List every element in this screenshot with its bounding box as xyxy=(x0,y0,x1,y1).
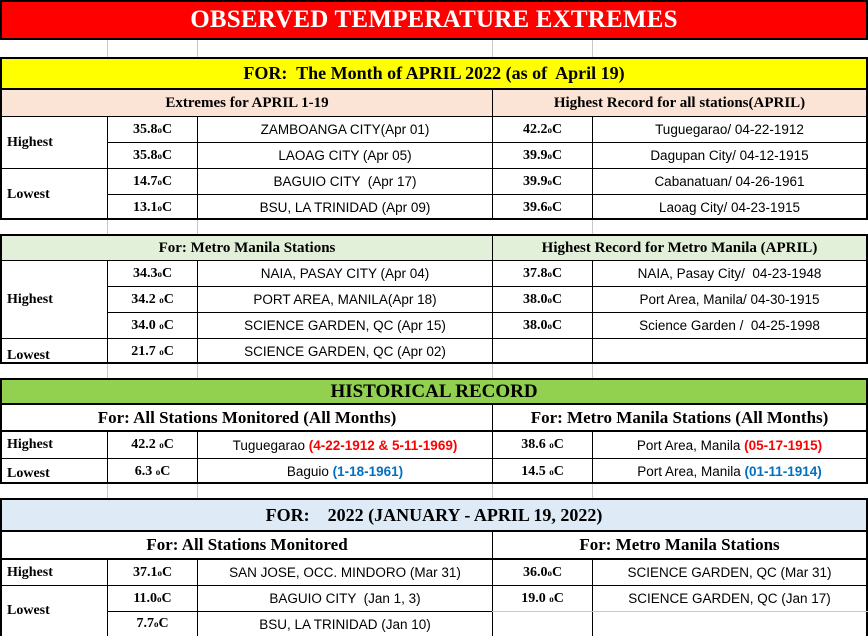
record-dates: (4-22-1912 & 5-11-1969) xyxy=(308,437,458,453)
unit-c: C xyxy=(551,317,563,333)
april-record-2-value: 39.9 o C xyxy=(522,147,563,163)
metro-row-4-value: 21.7 o C xyxy=(131,343,174,359)
unit-c: C xyxy=(161,173,173,189)
unit-c: C xyxy=(551,173,563,189)
unit-c: C xyxy=(161,147,173,163)
year2022-mm-1-station: SCIENCE GARDEN, QC (Mar 31) xyxy=(627,565,832,580)
april-record-3-value: 39.9 o C xyxy=(522,173,563,189)
april-highest-label: Highest xyxy=(7,134,53,150)
temp-number: 14.7 xyxy=(132,173,158,189)
year2022-right-header: For: Metro Manila Stations xyxy=(579,535,780,554)
year2022-row-1-station: SAN JOSE, OCC. MINDORO (Mar 31) xyxy=(229,565,461,580)
temp-number: 35.8 xyxy=(132,121,158,137)
temp-number: 11.0 xyxy=(133,590,158,606)
year2022-row-2-value: 11.0 o C xyxy=(133,590,172,606)
unit-c: C xyxy=(163,291,174,307)
metro-row-2-value: 34.2 o C xyxy=(131,291,174,307)
temp-number: 21.7 xyxy=(131,343,160,359)
metro-row-2-station: PORT AREA, MANILA(Apr 18) xyxy=(253,292,437,307)
april-lowest-label: Lowest xyxy=(7,186,50,202)
april-row-4-station: BSU, LA TRINIDAD (Apr 09) xyxy=(259,200,431,215)
unit-c: C xyxy=(551,564,563,580)
station-name: Tuguegarao xyxy=(232,437,309,453)
year2022-row-1-value: 37.1 o C xyxy=(132,564,173,580)
temp-number: 42.2 xyxy=(522,121,548,137)
year2022-row-2-station: BAGUIO CITY (Jan 1, 3) xyxy=(269,591,421,606)
metro-record-3-value: 38.0 o C xyxy=(522,317,563,333)
metro-record-1-station: NAIA, Pasay City/ 04-23-1948 xyxy=(637,266,822,281)
temp-number: 19.0 xyxy=(521,590,550,606)
year2022-lowest-label: Lowest xyxy=(7,603,50,618)
temp-number: 34.3 xyxy=(132,265,158,281)
historical-mm-high-value: 38.6 o C xyxy=(521,437,564,452)
record-date: (01-11-1914) xyxy=(744,464,822,479)
historical-right-header: For: Metro Manila Stations (All Months) xyxy=(530,407,829,427)
unit-c: C xyxy=(161,564,173,580)
metro-left-header: For: Metro Manila Stations xyxy=(158,239,336,256)
page-title: OBSERVED TEMPERATURE EXTREMES xyxy=(190,6,678,33)
historical-mm-low-station xyxy=(593,459,866,484)
year2022-left-header: For: All Stations Monitored xyxy=(146,535,348,554)
temp-number: 14.5 xyxy=(521,463,550,479)
metro-row-1-station: NAIA, PASAY CITY (Apr 04) xyxy=(260,266,430,281)
year2022-mm-2-value: 19.0 o C xyxy=(521,590,564,606)
unit-c: C xyxy=(161,121,173,137)
temp-number: 13.1 xyxy=(132,199,158,215)
historical-highest-label: Highest xyxy=(7,437,53,452)
historical-left-header: For: All Stations Monitored (All Months) xyxy=(97,407,397,427)
unit-c: C xyxy=(551,291,563,307)
historical-mm-high-station xyxy=(593,432,866,458)
unit-c: C xyxy=(551,199,563,215)
unit-c: C xyxy=(551,265,563,281)
metro-row-4-station: SCIENCE GARDEN, QC (Apr 02) xyxy=(244,344,446,359)
metro-highest-label: Highest xyxy=(7,291,53,307)
metro-lowest-label: Lowest xyxy=(7,347,50,363)
year2022-mm-2-station: SCIENCE GARDEN, QC (Jan 17) xyxy=(628,591,831,606)
temp-number: 37.8 xyxy=(522,265,548,281)
unit-c: C xyxy=(553,437,564,452)
month-banner xyxy=(0,57,868,90)
april-record-2-station: Dagupan City/ 04-12-1915 xyxy=(650,148,809,163)
historical-banner-text: HISTORICAL RECORD xyxy=(330,380,538,402)
station-name: Baguio xyxy=(286,464,333,479)
temp-number: 7.7 xyxy=(136,616,154,631)
april-row-3-station: BAGUIO CITY (Apr 17) xyxy=(273,174,417,189)
title-banner xyxy=(0,0,868,40)
historical-high-station xyxy=(198,432,492,458)
unit-c: C xyxy=(161,265,173,281)
temp-number: 38.0 xyxy=(522,317,548,333)
year2022-banner xyxy=(0,498,868,532)
temp-number: 39.9 xyxy=(522,147,548,163)
temp-number: 39.6 xyxy=(522,199,548,215)
year2022-row-3-value: 7.7 o C xyxy=(136,616,169,631)
year2022-mm-1-value: 36.0 o C xyxy=(522,564,563,580)
unit-c: C xyxy=(161,199,173,215)
april-left-header: Extremes for APRIL 1-19 xyxy=(165,94,329,111)
april-record-1-value: 42.2 o C xyxy=(522,121,563,137)
metro-record-3-station: Science Garden / 04-25-1998 xyxy=(639,318,820,333)
unit-c: C xyxy=(553,590,564,606)
temp-number: 38.6 xyxy=(521,437,550,452)
unit-c: C xyxy=(163,343,174,359)
april-row-4-value: 13.1 o C xyxy=(132,199,173,215)
unit-c: C xyxy=(163,437,174,452)
unit-c: C xyxy=(553,463,564,479)
metro-record-2-value: 38.0 o C xyxy=(522,291,563,307)
historical-low-station xyxy=(198,459,492,484)
unit-c: C xyxy=(163,317,174,333)
unit-c: C xyxy=(551,147,563,163)
historical-mm-low-value: 14.5 o C xyxy=(521,463,564,479)
april-row-1-station: ZAMBOANGA CITY(Apr 01) xyxy=(260,122,430,137)
metro-row-1-value: 34.3 o C xyxy=(132,265,173,281)
april-row-1-value: 35.8 o C xyxy=(132,121,173,137)
april-row-2-station: LAOAG CITY (Apr 05) xyxy=(278,148,412,163)
unit-c: C xyxy=(158,616,169,631)
month-banner-text: FOR: The Month of APRIL 2022 (as of April 19) xyxy=(243,63,625,83)
temp-number: 38.0 xyxy=(522,291,548,307)
unit-c: C xyxy=(551,121,563,137)
metro-row-3-station: SCIENCE GARDEN, QC (Apr 15) xyxy=(244,318,446,333)
temp-number: 35.8 xyxy=(132,147,158,163)
april-record-1-station: Tuguegarao/ 04-22-1912 xyxy=(655,122,804,137)
year2022-banner-text: FOR: 2022 (JANUARY - APRIL 19, 2022) xyxy=(265,504,603,525)
april-row-2-value: 35.8 o C xyxy=(132,147,173,163)
april-record-4-station: Laoag City/ 04-23-1915 xyxy=(658,200,801,215)
temp-number: 36.0 xyxy=(522,564,548,580)
record-date: (1-18-1961) xyxy=(332,464,404,479)
historical-banner xyxy=(0,378,868,405)
april-record-4-value: 39.6 o C xyxy=(522,199,563,215)
year2022-highest-label: Highest xyxy=(7,564,53,580)
unit-c: C xyxy=(160,463,171,479)
metro-right-header: Highest Record for Metro Manila (APRIL) xyxy=(541,239,818,256)
april-row-3-value: 14.7 o C xyxy=(132,173,173,189)
temp-number: 34.0 xyxy=(131,317,160,333)
unit-c: C xyxy=(161,590,172,606)
metro-record-2-station: Port Area, Manila/ 04-30-1915 xyxy=(639,292,820,307)
historical-high-value: 42.2 o C xyxy=(131,437,174,452)
temp-number: 6.3 xyxy=(134,463,156,479)
temp-number: 42.2 xyxy=(131,437,160,452)
historical-lowest-label: Lowest xyxy=(7,465,50,481)
station-name: Port Area, Manila xyxy=(637,464,745,479)
historical-low-value: 6.3 o C xyxy=(134,463,171,479)
metro-record-1-value: 37.8 o C xyxy=(522,265,563,281)
record-date: (05-17-1915) xyxy=(744,437,823,453)
temp-number: 39.9 xyxy=(522,173,548,189)
temp-number: 37.1 xyxy=(132,564,158,580)
year2022-row-3-station: BSU, LA TRINIDAD (Jan 10) xyxy=(259,616,431,632)
april-right-header: Highest Record for all stations(APRIL) xyxy=(553,94,806,111)
metro-row-3-value: 34.0 o C xyxy=(131,317,174,333)
temp-number: 34.2 xyxy=(131,291,160,307)
station-name: Port Area, Manila xyxy=(636,437,745,453)
april-record-3-station: Cabanatuan/ 04-26-1961 xyxy=(654,174,805,189)
